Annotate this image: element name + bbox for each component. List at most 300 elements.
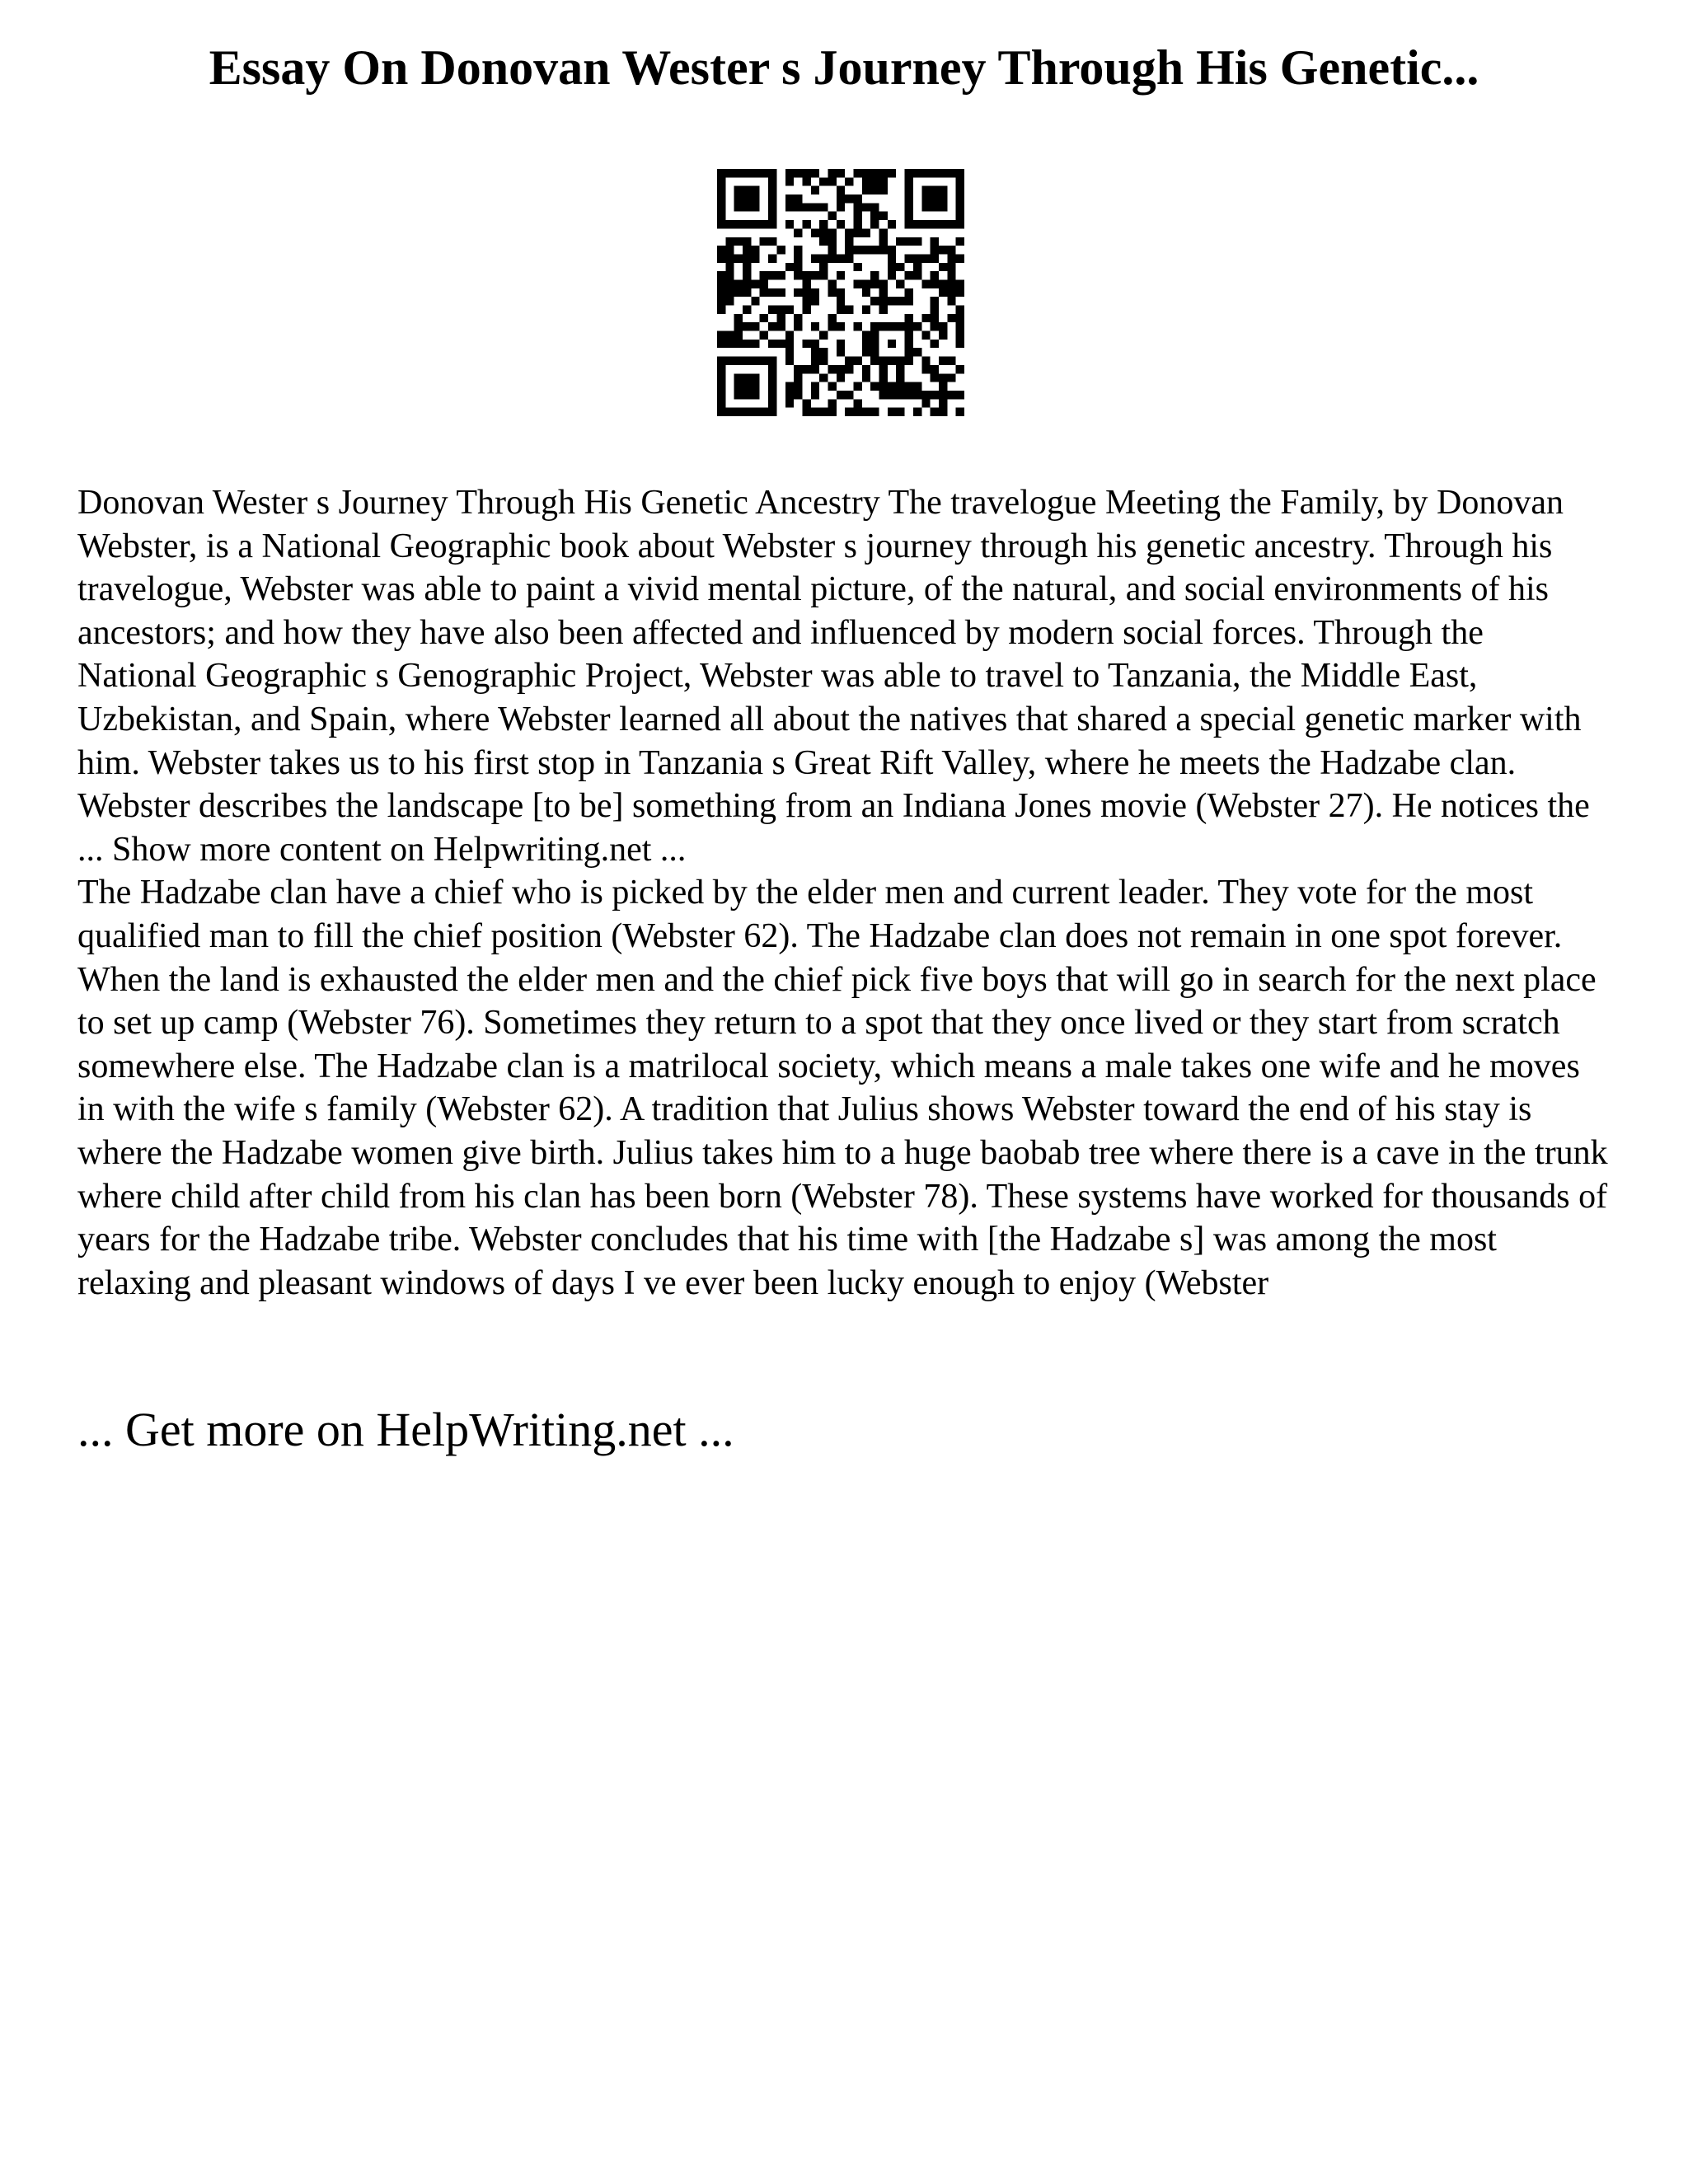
qr-module [845,237,853,246]
qr-module [921,203,930,211]
qr-module [879,382,888,391]
qr-module [811,203,819,211]
qr-module [879,391,888,399]
qr-module [768,169,776,177]
qr-module [768,203,776,211]
qr-module [743,373,751,382]
qr-module [888,271,896,279]
qr-module [905,348,913,356]
qr-module [802,279,810,288]
qr-module [837,220,845,228]
qr-module [785,340,794,348]
qr-module [854,399,862,407]
qr-module [931,314,939,322]
qr-module [956,169,964,177]
qr-module [845,246,853,254]
qr-module [896,297,904,305]
qr-module [734,373,743,382]
qr-module [939,373,947,382]
qr-module [862,169,870,177]
qr-module [819,254,828,262]
qr-module [768,357,776,365]
qr-module [879,186,888,194]
qr-module [931,194,939,203]
qr-module [794,322,802,330]
qr-module [802,177,810,185]
qr-module [870,357,879,365]
qr-module [837,297,845,305]
qr-module [947,263,955,271]
qr-module [768,288,776,297]
qr-module [717,177,725,185]
qr-module [870,246,879,254]
qr-module [947,373,955,382]
qr-module [760,331,768,340]
qr-module [879,228,888,237]
qr-module [743,169,751,177]
qr-module [913,254,921,262]
qr-module [837,365,845,373]
qr-module [870,382,879,391]
qr-module [921,186,930,194]
qr-module [931,297,939,305]
qr-module [888,246,896,254]
qr-module [725,288,734,297]
qr-module [956,279,964,288]
qr-module [802,340,810,348]
qr-module [760,288,768,297]
qr-module [743,186,751,194]
qr-module [913,237,921,246]
qr-module [837,306,845,314]
qr-module [888,263,896,271]
qr-module [785,331,794,340]
qr-module [743,408,751,416]
qr-module [785,357,794,365]
qr-module [734,288,743,297]
qr-module [837,169,845,177]
qr-module [717,220,725,228]
qr-module [828,254,836,262]
qr-module [921,331,930,340]
qr-module [956,322,964,330]
qr-module [751,186,759,194]
qr-module [931,246,939,254]
qr-module [819,373,828,382]
qr-module [734,331,743,340]
qr-module [870,220,879,228]
qr-module [888,340,896,348]
qr-module [828,246,836,254]
qr-module [879,279,888,288]
qr-module [819,271,828,279]
qr-module [819,408,828,416]
qr-module [717,194,725,203]
qr-module [717,203,725,211]
qr-module [819,348,828,356]
qr-module [837,373,845,382]
qr-module [870,203,879,211]
qr-module [760,237,768,246]
qr-module [956,331,964,340]
qr-module [751,246,759,254]
qr-module [768,340,776,348]
qr-module [828,237,836,246]
qr-module [802,297,810,305]
qr-module [743,340,751,348]
qr-module [931,408,939,416]
qr-module [802,365,810,373]
qr-module [751,373,759,382]
qr-module [905,391,913,399]
qr-module [768,399,776,407]
qr-module [939,203,947,211]
qr-module [743,288,751,297]
qr-module [939,408,947,416]
qr-module [811,322,819,330]
qr-module [717,288,725,297]
essay-body [77,481,1611,1305]
qr-module [921,391,930,399]
qr-module [794,314,802,322]
qr-module [845,228,853,237]
qr-module [725,331,734,340]
qr-module [768,391,776,399]
qr-module [947,279,955,288]
qr-module [837,288,845,297]
qr-module [819,220,828,228]
qr-module [931,391,939,399]
qr-module [854,169,862,177]
qr-module [888,382,896,391]
qr-module [819,228,828,237]
qr-module [931,306,939,314]
qr-module [870,212,879,220]
qr-module [931,254,939,262]
qr-module [905,212,913,220]
qr-module [905,186,913,194]
qr-module [956,194,964,203]
qr-module [768,177,776,185]
qr-module [854,382,862,391]
essay-paragraph-1: Donovan Wester s Journey Through His Genetic Ancestry The travelogue Meeting the Family, by Donovan Webster, is a National Geographic book about Webster s journey through his genetic ancestry. Through his travelogue, Webster was able to paint a vivid mental picture, of the natural, and social environments of his ancestors; and how they have also been affected and influenced by modern social forces. Through the National Geographic s Genographic Project, Webster was able to travel to Tanzania, the Middle East, Uzbekistan, and Spain, where Webster learned all about the natives that shared a special genetic marker with him. Webster takes us to his first stop in Tanzania s Great Rift Valley, where he meets the Hadzabe clan. Webster describes the landscape [to be] something from an Indiana Jones movie (Webster 27). He notices the ... Show more content on Helpwriting.net ... [77,484,1590,869]
qr-module [717,399,725,407]
qr-module [854,228,862,237]
qr-module [760,271,768,279]
qr-module [768,254,776,262]
qr-module [913,322,921,330]
qr-module [768,186,776,194]
qr-module [888,408,896,416]
qr-module [956,186,964,194]
qr-module [939,288,947,297]
qr-module [905,288,913,297]
qr-module [905,340,913,348]
qr-code-icon[interactable] [717,169,964,416]
qr-module [870,408,879,416]
qr-module [743,263,751,271]
qr-module [956,408,964,416]
qr-module [819,203,828,211]
qr-module [939,194,947,203]
qr-module [717,186,725,194]
qr-module [717,212,725,220]
qr-module [921,399,930,407]
qr-module [896,373,904,382]
qr-module [743,279,751,288]
qr-module [743,254,751,262]
qr-module [785,382,794,391]
qr-module [725,246,734,254]
qr-module [905,271,913,279]
qr-module [896,365,904,373]
qr-module [819,177,828,185]
qr-module [811,169,819,177]
qr-module [854,246,862,254]
qr-module [760,220,768,228]
qr-module [725,408,734,416]
qr-module [905,314,913,322]
qr-module [862,246,870,254]
qr-module [888,220,896,228]
qr-module [811,271,819,279]
qr-module [931,322,939,330]
qr-module [905,237,913,246]
qr-module [768,212,776,220]
qr-module [947,357,955,365]
qr-module [794,203,802,211]
qr-module [947,297,955,305]
qr-module [794,228,802,237]
qr-module [828,399,836,407]
qr-module [956,391,964,399]
qr-module [845,194,853,203]
qr-module [947,271,955,279]
qr-module [939,246,947,254]
qr-module [751,297,759,305]
qr-module [931,271,939,279]
qr-module [828,314,836,322]
qr-module [896,357,904,365]
qr-module [947,391,955,399]
qr-module [734,357,743,365]
qr-module [845,357,853,365]
qr-module [905,169,913,177]
qr-module [879,297,888,305]
qr-module [939,331,947,340]
qr-module [905,194,913,203]
qr-module [768,373,776,382]
qr-module [811,186,819,194]
qr-module [794,254,802,262]
qr-module [888,297,896,305]
qr-module [837,194,845,203]
qr-module [725,254,734,262]
qr-module [743,322,751,330]
qr-module [888,357,896,365]
qr-module [828,288,836,297]
qr-module [725,279,734,288]
qr-module [760,357,768,365]
qr-module [760,314,768,322]
qr-module [751,254,759,262]
qr-module [837,340,845,348]
qr-module [785,348,794,356]
qr-module [870,169,879,177]
qr-module [743,391,751,399]
qr-module [811,254,819,262]
qr-module [870,348,879,356]
qr-module [717,271,725,279]
qr-module [794,169,802,177]
qr-module [794,194,802,203]
qr-module [845,177,853,185]
qr-module [905,357,913,365]
qr-module [802,408,810,416]
qr-module [931,340,939,348]
qr-module [828,365,836,373]
qr-module [845,306,853,314]
qr-module [862,348,870,356]
qr-module [862,306,870,314]
qr-module [819,237,828,246]
qr-module [768,220,776,228]
qr-module [734,194,743,203]
qr-module [725,169,734,177]
qr-module [802,203,810,211]
qr-module [862,340,870,348]
qr-module [751,322,759,330]
qr-module [837,348,845,356]
qr-module [717,254,725,262]
qr-module [854,212,862,220]
qr-module [870,340,879,348]
qr-module [939,322,947,330]
qr-module [725,357,734,365]
qr-module [811,357,819,365]
qr-module [743,306,751,314]
qr-module [734,169,743,177]
qr-module [888,322,896,330]
qr-module [811,297,819,305]
qr-module [931,203,939,211]
qr-module [947,314,955,322]
document-title: Essay On Donovan Wester s Journey Through His Genetic... [209,40,1479,95]
qr-module [837,322,845,330]
qr-module [913,391,921,399]
qr-module [913,348,921,356]
qr-module [802,288,810,297]
qr-module [743,220,751,228]
qr-module [828,279,836,288]
get-more-link[interactable]: ... Get more on HelpWriting.net ... [77,1403,734,1456]
qr-module [734,186,743,194]
essay-paragraph-2: The Hadzabe clan have a chief who is picked by the elder men and current leader. They vote for the most qualified man to fill the chief position (Webster 62). The Hadzabe clan does not remain in one spot forever. When the land is exhausted the elder men and the chief pick five boys that will go in search for the next place to set up camp (Webster 76). Sometimes they return to a spot that they once lived or they start from scratch somewhere else. The Hadzabe clan is a matrilocal society, which means a male takes one wife and he moves in with the wife s family (Webster 62). A tradition that Julius shows Webster toward the end of his stay is where the Hadzabe women give birth. Julius takes him to a huge baobab tree where there is a cave in the trunk where child after child from his clan has been born (Webster 78). These systems have worked for thousands of years for the Hadzabe tribe. Webster concludes that his time with [the Hadzabe s] was among the most relaxing and pleasant windows of days I ve ever been lucky enough to enjoy (Webster [77,874,1608,1302]
qr-module [879,373,888,382]
qr-module [956,177,964,185]
qr-module [768,194,776,203]
qr-module [811,382,819,391]
qr-module [725,237,734,246]
qr-module [931,365,939,373]
qr-module [896,322,904,330]
qr-module [837,391,845,399]
qr-module [794,382,802,391]
qr-module [768,306,776,314]
qr-module [725,263,734,271]
qr-module [819,357,828,365]
qr-module [862,228,870,237]
qr-module [828,212,836,220]
qr-module [734,408,743,416]
qr-module [802,169,810,177]
qr-module [854,279,862,288]
qr-module [896,408,904,416]
qr-module [905,203,913,211]
qr-module [896,391,904,399]
qr-module [837,254,845,262]
qr-module [811,288,819,297]
qr-module [931,373,939,382]
qr-module [717,279,725,288]
qr-module [811,340,819,348]
qr-module [879,306,888,314]
qr-module [862,373,870,382]
qr-module [939,279,947,288]
qr-module [913,263,921,271]
qr-module [913,271,921,279]
qr-module [751,382,759,391]
qr-module [939,169,947,177]
qr-module [734,279,743,288]
qr-module [743,271,751,279]
qr-module [931,186,939,194]
qr-module [717,169,725,177]
qr-module [913,169,921,177]
qr-module [717,373,725,382]
qr-module [785,263,794,271]
qr-module [879,177,888,185]
qr-module [811,391,819,399]
qr-module [888,254,896,262]
qr-module [862,177,870,185]
qr-module [785,203,794,211]
qr-module [931,279,939,288]
qr-module [947,220,955,228]
qr-module [896,263,904,271]
qr-module [896,237,904,246]
qr-module [734,220,743,228]
qr-module [751,408,759,416]
qr-module [785,306,794,314]
qr-module [717,340,725,348]
qr-module [734,382,743,391]
qr-module [854,220,862,228]
qr-module [879,288,888,297]
qr-module [794,391,802,399]
qr-module [717,391,725,399]
qr-module [905,331,913,340]
qr-module [725,220,734,228]
qr-module [905,382,913,391]
qr-module [956,203,964,211]
qr-module [725,340,734,348]
qr-module [751,194,759,203]
qr-module [921,314,930,322]
qr-module [939,263,947,271]
qr-module [905,297,913,305]
qr-module [785,194,794,203]
